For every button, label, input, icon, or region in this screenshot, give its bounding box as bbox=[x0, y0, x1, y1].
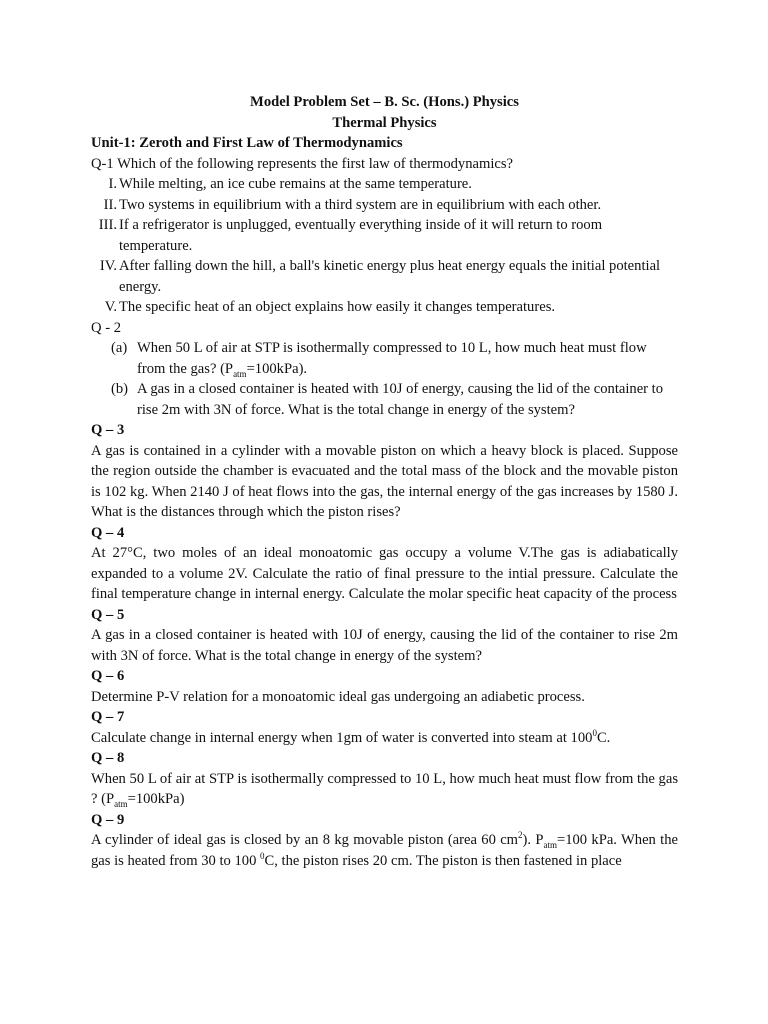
subscript: atm bbox=[543, 839, 557, 850]
question-7-label: Q – 7 bbox=[91, 709, 125, 725]
sub-question-number: (a) bbox=[111, 340, 128, 356]
question-8-text bbox=[91, 769, 678, 810]
subscript: atm bbox=[114, 798, 128, 809]
option-number: V. bbox=[104, 299, 117, 315]
question-5-text: A gas in a closed container is heated with 10J of energy, causing the lid of the container to rise 2m with 3N of force. What is the total change in energy of the system? bbox=[91, 627, 678, 664]
option-number: II. bbox=[103, 196, 117, 213]
superscript: 0 bbox=[260, 850, 265, 861]
document-content bbox=[91, 92, 678, 871]
option-text: Two systems in equilibrium with a third system are in equilibrium with each other. bbox=[119, 196, 602, 213]
unit-heading: Unit-1: Zeroth and First Law of Thermodynamics bbox=[91, 135, 403, 151]
option-text: After falling down the hill, a ball's kinetic energy plus heat energy equals the initial potential energy. bbox=[119, 258, 661, 295]
sub-question-a-text: When 50 L of air at STP is isothermally compressed to 10 L, how much heat must flow from the gas? (P bbox=[137, 340, 647, 377]
question-1-stem: Q-1 Which of the following represents the first law of thermodynamics? bbox=[91, 155, 514, 172]
sub-question-text bbox=[137, 338, 678, 379]
question-7-body: Calculate change in internal energy when 1gm of water is converted into steam at 100 bbox=[91, 729, 593, 746]
question-1-options bbox=[91, 174, 678, 318]
option-number: III. bbox=[98, 217, 117, 233]
option-text: While melting, an ice cube remains at the same temperature. bbox=[119, 176, 472, 192]
sub-question-a bbox=[111, 338, 678, 379]
option-number: IV. bbox=[99, 258, 117, 274]
question-4-label: Q – 4 bbox=[91, 524, 125, 541]
superscript: 0 bbox=[592, 727, 597, 738]
question-8-tail: =100kPa) bbox=[127, 791, 185, 807]
question-9-part-1: A cylinder of ideal gas is closed by an 8 kg movable piston (area 60 cm bbox=[91, 832, 519, 848]
option-text: If a refrigerator is unplugged, eventually everything inside of it will return to room temperature. bbox=[119, 217, 603, 254]
question-9-label: Q – 9 bbox=[91, 811, 125, 828]
question-7-text bbox=[91, 728, 678, 749]
subscript: atm bbox=[233, 368, 247, 379]
sub-question-number: (b) bbox=[111, 381, 129, 397]
superscript: 2 bbox=[518, 830, 523, 841]
question-6-label: Q – 6 bbox=[91, 668, 125, 684]
option-number: I. bbox=[108, 176, 117, 192]
sub-question-b bbox=[111, 379, 678, 420]
option-item bbox=[91, 297, 678, 318]
question-6-text: Determine P-V relation for a monoatomic ideal gas undergoing an adiabetic process. bbox=[91, 688, 585, 705]
question-2-label: Q - 2 bbox=[91, 319, 121, 336]
question-9-part-4: C, the piston rises 20 cm. The piston is then fastened in place bbox=[264, 852, 622, 869]
question-3-label: Q – 3 bbox=[91, 422, 125, 438]
question-7-tail: C. bbox=[596, 729, 611, 746]
sub-question-a-tail: =100kPa). bbox=[246, 360, 308, 377]
document-title: Model Problem Set – B. Sc. (Hons.) Physics bbox=[250, 94, 519, 110]
question-9-part-2: ). P bbox=[522, 832, 544, 848]
question-8-label: Q – 8 bbox=[91, 750, 125, 766]
question-9-text bbox=[91, 830, 678, 871]
question-3-text: A gas is contained in a cylinder with a movable piston on which a heavy block is placed. Suppose the region outside the chamber is evacuated and the total mass of the block and the movable piston is 102 kg. When 2140 J of heat flows into the gas, the internal energy of the gas increases by 1580 J. What is the distances through which the piston rises? bbox=[91, 442, 678, 520]
question-5-label: Q – 5 bbox=[91, 606, 125, 623]
document-subtitle: Thermal Physics bbox=[332, 114, 437, 131]
option-item bbox=[91, 256, 678, 297]
question-8-body: When 50 L of air at STP is isothermally compressed to 10 L, how much heat must flow from the gas ? (P bbox=[91, 770, 678, 807]
option-item bbox=[91, 174, 678, 195]
sub-question-text: A gas in a closed container is heated with 10J of energy, causing the lid of the container to rise 2m with 3N of force. What is the total change in energy of the system? bbox=[137, 381, 664, 418]
option-text: The specific heat of an object explains how easily it changes temperatures. bbox=[119, 299, 556, 315]
option-item bbox=[91, 215, 678, 256]
option-item bbox=[91, 195, 678, 216]
question-4-text: At 27°C, two moles of an ideal monoatomic gas occupy a volume V.The gas is adiabatically expanded to a volume 2V. Calculate the ratio of final pressure to the intial pressure. Calculate the final temperature change in internal energy. Calculate the molar specific heat capacity of the process bbox=[91, 545, 678, 602]
question-9-part-3: =100 kPa. When the gas is heated from 30 to 100 bbox=[91, 832, 678, 869]
